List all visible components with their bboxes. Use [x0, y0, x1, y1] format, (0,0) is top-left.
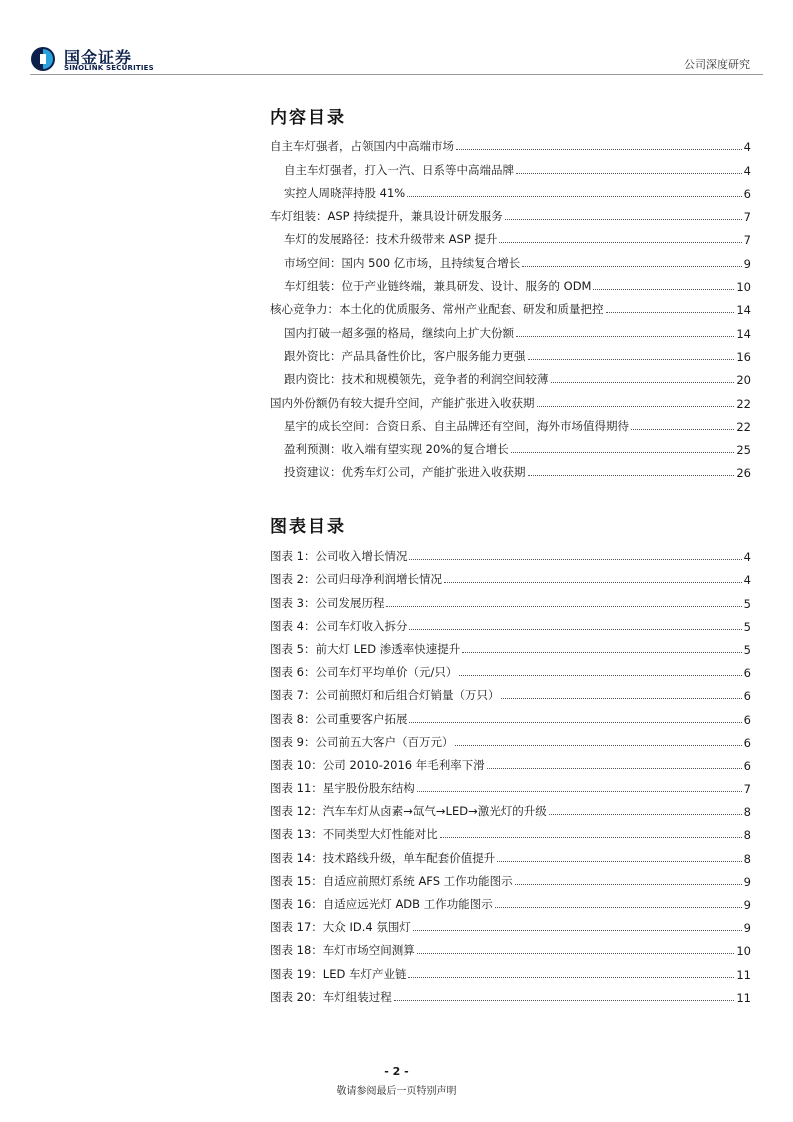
toc-entry[interactable]	[270, 457, 751, 480]
figure-entry-title: 图表 20：车灯组装过程	[270, 989, 392, 1004]
toc-entry-page: 4	[743, 163, 751, 178]
figure-entry-title: 图表 14：技术路线升级，单车配套价值提升	[270, 850, 496, 865]
dot-leader	[409, 559, 741, 560]
dot-leader	[499, 242, 741, 243]
figure-entry-title: 图表 7：公司前照灯和后组合灯销量（万只）	[270, 688, 500, 703]
figure-entry-title: 图表 16：自适应远光灯 ADB 工作功能图示	[270, 897, 493, 911]
dot-leader	[462, 652, 741, 653]
dot-leader	[459, 675, 741, 676]
toc-entry-title: 实控人周晓萍持股 41%	[284, 185, 406, 200]
dot-leader	[537, 406, 735, 407]
dot-leader	[408, 977, 734, 978]
toc-entry-page: 4	[743, 140, 751, 155]
figure-entry-title: 图表 1：公司收入增长情况	[270, 549, 408, 564]
toc-entry[interactable]	[270, 201, 751, 224]
toc-entry-title: 投资建议：优秀车灯公司，产能扩张进入收获期	[284, 465, 526, 480]
figure-entry-page: 5	[743, 596, 751, 611]
toc-entry-title: 自主车灯强者，占领国内中高端市场	[270, 139, 454, 154]
footer-disclaimer: 敬请参阅最后一页特别声明	[336, 1086, 457, 1097]
figure-entry[interactable]	[270, 819, 751, 842]
toc-entry-page: 25	[736, 443, 751, 458]
dot-leader	[497, 861, 741, 862]
figure-entry-title: 图表 18：车灯市场空间测算	[270, 943, 415, 958]
toc-entry-page: 7	[743, 233, 751, 248]
figure-entry-title: 图表 17：大众 ID.4 氛围灯	[270, 920, 411, 935]
toc-entry[interactable]	[270, 271, 751, 294]
toc-entry[interactable]	[270, 178, 751, 201]
figure-entry-title: 图表 5：前大灯 LED 渗透率快速提升	[270, 641, 461, 656]
figure-entry[interactable]	[270, 889, 751, 912]
figure-entry-title: 图表 12：汽车车灯从卤素→氙气→LED→激光灯的升级	[270, 804, 547, 819]
dot-leader	[505, 219, 742, 220]
toc-entry-title: 盈利预测：收入端有望实现 20%的复合增长	[284, 442, 509, 457]
sinolink-logo-icon	[30, 46, 56, 72]
figure-entry[interactable]	[270, 773, 751, 796]
toc-entry-page: 7	[743, 210, 751, 225]
figure-entry-page: 9	[743, 921, 751, 936]
toc-entry-title: 跟外资比：产品具备性价比，客户服务能力更强	[284, 348, 526, 363]
dot-leader	[631, 429, 734, 430]
figure-entry[interactable]	[270, 703, 751, 726]
figure-list	[270, 541, 751, 1005]
dot-leader	[528, 359, 735, 360]
figure-entry-page: 11	[736, 990, 751, 1005]
figure-entry-page: 4	[743, 573, 751, 588]
dot-leader	[511, 452, 735, 453]
dot-leader	[417, 791, 742, 792]
toc-entry-page: 22	[736, 419, 751, 434]
toc-entry-title: 车灯组装：位于产业链终端，兼具研发、设计、服务的 ODM	[284, 279, 592, 294]
figure-entry-page: 4	[743, 550, 751, 565]
figure-entry-page: 7	[743, 782, 751, 797]
header-divider	[30, 74, 763, 75]
toc-entry[interactable]	[270, 364, 751, 387]
figure-entry[interactable]	[270, 611, 751, 634]
figure-entry[interactable]	[270, 866, 751, 889]
figure-entry[interactable]	[270, 680, 751, 703]
toc-title: 内容目录	[270, 108, 346, 128]
figure-entry-page: 8	[743, 805, 751, 820]
figure-entry-page: 11	[736, 967, 751, 982]
figure-entry-page: 8	[743, 828, 751, 843]
toc-entry-title: 跟内资比：技术和规模领先，竞争者的利润空间较薄	[284, 372, 549, 387]
dot-leader	[528, 475, 735, 476]
dot-leader	[407, 196, 741, 197]
figure-entry-title: 图表 6：公司车灯平均单价（元/只）	[270, 665, 458, 680]
figure-entry-title: 图表 2：公司归母净利润增长情况	[270, 572, 442, 587]
figure-list-title: 图表目录	[270, 517, 346, 537]
toc-entry-title: 车灯组装：ASP 持续提升，兼具设计研发服务	[270, 209, 503, 224]
toc-entry-title: 车灯的发展路径：技术升级带来 ASP 提升	[284, 232, 498, 247]
toc-entry-page: 14	[736, 326, 751, 341]
toc-entry[interactable]	[270, 411, 751, 434]
dot-leader	[593, 289, 734, 290]
figure-entry[interactable]	[270, 796, 751, 819]
dot-leader	[516, 173, 742, 174]
toc-entry[interactable]	[270, 317, 751, 340]
figure-entry-page: 6	[743, 712, 751, 727]
figure-entry-page: 9	[743, 874, 751, 889]
figure-entry-page: 6	[743, 666, 751, 681]
dot-leader	[522, 266, 741, 267]
dot-leader	[413, 930, 742, 931]
dot-leader	[386, 606, 741, 607]
dot-leader	[455, 745, 741, 746]
figure-entry[interactable]	[270, 982, 751, 1005]
toc-entry[interactable]	[270, 247, 751, 270]
figure-entry[interactable]	[270, 750, 751, 773]
table-of-contents	[270, 131, 751, 480]
figure-entry-title: 图表 10：公司 2010-2016 年毛利率下滑	[270, 757, 485, 772]
dot-leader	[409, 722, 741, 723]
dot-leader	[549, 814, 742, 815]
toc-entry-title: 国内打破一超多强的格局，继续向上扩大份额	[284, 325, 514, 340]
figure-entry-page: 5	[743, 642, 751, 657]
toc-entry-title: 核心竞争力：本土化的优质服务、常州产业配套、研发和质量把控	[270, 302, 604, 317]
logo-english-name: SINOLINK SECURITIES	[64, 64, 154, 72]
report-type-label: 公司深度研究	[684, 58, 750, 71]
figure-entry-page: 6	[743, 735, 751, 750]
toc-entry[interactable]	[270, 434, 751, 457]
toc-entry[interactable]	[270, 224, 751, 247]
toc-entry[interactable]	[270, 131, 751, 154]
figure-entry[interactable]	[270, 842, 751, 865]
figure-entry-page: 5	[743, 619, 751, 634]
toc-entry-page: 20	[736, 373, 751, 388]
figure-entry-title: 图表 13：不同类型大灯性能对比	[270, 827, 438, 842]
figure-entry-title: 图表 9：公司前五大客户（百万元）	[270, 734, 454, 749]
company-logo	[30, 46, 190, 76]
figure-entry[interactable]	[270, 727, 751, 750]
toc-entry-title: 星宇的成长空间：合资日系、自主品牌还有空间，海外市场值得期待	[284, 418, 629, 433]
dot-leader	[516, 336, 734, 337]
dot-leader	[551, 382, 735, 383]
figure-entry-page: 8	[743, 851, 751, 866]
dot-leader	[495, 907, 742, 908]
figure-entry-title: 图表 8：公司重要客户拓展	[270, 711, 408, 726]
figure-entry-title: 图表 19：LED 车灯产业链	[270, 966, 407, 981]
figure-entry[interactable]	[270, 634, 751, 657]
figure-entry-page: 6	[743, 689, 751, 704]
page-number: - 2 -	[384, 1065, 409, 1078]
dot-leader	[394, 1000, 735, 1001]
dot-leader	[515, 884, 742, 885]
figure-entry[interactable]	[270, 935, 751, 958]
figure-entry[interactable]	[270, 541, 751, 564]
page-header	[0, 0, 793, 80]
figure-entry[interactable]	[270, 587, 751, 610]
figure-entry-title: 图表 4：公司车灯收入拆分	[270, 618, 408, 633]
figure-entry-title: 图表 15：自适应前照灯系统 AFS 工作功能图示	[270, 873, 513, 888]
figure-entry-page: 6	[743, 758, 751, 773]
figure-entry[interactable]	[270, 564, 751, 587]
toc-entry-page: 22	[736, 396, 751, 411]
figure-entry-page: 10	[736, 944, 751, 959]
figure-entry-page: 9	[743, 898, 751, 912]
toc-entry-page: 6	[743, 186, 751, 201]
figure-entry[interactable]	[270, 912, 751, 935]
dot-leader	[444, 582, 742, 583]
dot-leader	[456, 149, 742, 150]
toc-entry-page: 26	[736, 466, 751, 481]
toc-entry-title: 自主车灯强者，打入一汽、日系等中高端品牌	[284, 162, 514, 177]
toc-entry-page: 16	[736, 349, 751, 364]
figure-entry-title: 图表 3：公司发展历程	[270, 595, 385, 610]
dot-leader	[606, 312, 735, 313]
toc-entry-page: 10	[736, 280, 751, 295]
toc-entry-page: 9	[743, 256, 751, 271]
toc-entry-title: 国内外份额仍有较大提升空间，产能扩张进入收获期	[270, 395, 535, 410]
dot-leader	[440, 837, 742, 838]
toc-entry[interactable]	[270, 387, 751, 410]
toc-entry-page: 14	[736, 303, 751, 318]
figure-entry[interactable]	[270, 958, 751, 981]
figure-entry-title: 图表 11：星宇股份股东结构	[270, 781, 415, 796]
figure-entry[interactable]	[270, 657, 751, 680]
toc-entry-title: 市场空间：国内 500 亿市场，且持续复合增长	[284, 255, 521, 270]
dot-leader	[501, 698, 741, 699]
dot-leader	[409, 629, 741, 630]
logo-chinese-name: 国金证券	[64, 48, 133, 67]
toc-entry[interactable]	[270, 341, 751, 364]
dot-leader	[487, 768, 742, 769]
dot-leader	[417, 953, 735, 954]
toc-entry[interactable]	[270, 154, 751, 177]
toc-entry[interactable]	[270, 294, 751, 317]
